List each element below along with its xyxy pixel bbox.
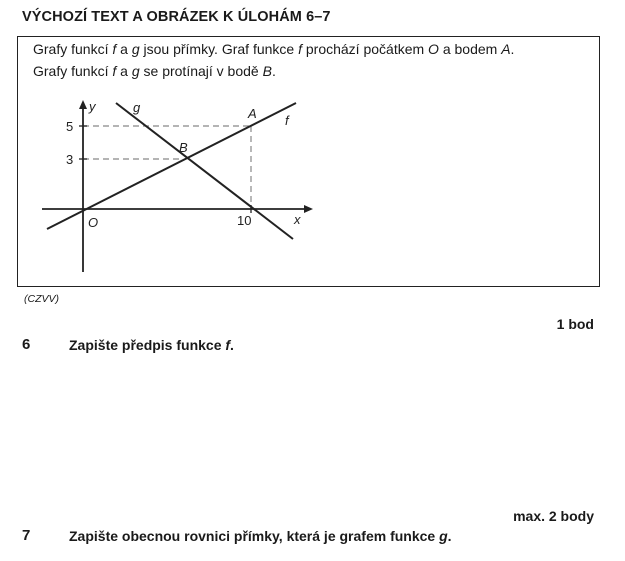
tick-label-x10: 10 — [237, 213, 252, 228]
point-label-B: B — [179, 140, 188, 155]
line-label-g: g — [133, 100, 141, 115]
y-axis-arrow — [79, 100, 87, 109]
x-axis-arrow — [304, 205, 313, 213]
axis-label-x: x — [294, 212, 301, 227]
line-label-f: f — [285, 113, 289, 128]
source-credit: (CZVV) — [24, 293, 59, 305]
section-heading: VÝCHOZÍ TEXT A OBRÁZEK K ÚLOHÁM 6–7 — [22, 9, 331, 25]
task7-question: Zapište obecnou rovnici přímky, která je grafem funkce g. — [69, 528, 452, 544]
task6-question: Zapište předpis funkce f. — [69, 337, 234, 353]
task7-number: 7 — [22, 527, 31, 544]
point-label-A: A — [248, 106, 257, 121]
origin-label: O — [88, 215, 99, 230]
task6-points: 1 bod — [556, 316, 594, 332]
task7-points: max. 2 body — [513, 508, 594, 524]
tick-label-y3: 3 — [66, 152, 74, 167]
intro-line-1: Grafy funkcí f a g jsou přímky. Graf funkce f prochází počátkem O a bodem A. — [33, 41, 515, 57]
axis-label-y: y — [89, 99, 96, 114]
intro-line-2: Grafy funkcí f a g se protínají v bodě B. — [33, 63, 276, 79]
line-f — [47, 103, 296, 229]
line-g — [116, 103, 293, 239]
task6-number: 6 — [22, 336, 31, 353]
tick-label-y5: 5 — [66, 119, 74, 134]
